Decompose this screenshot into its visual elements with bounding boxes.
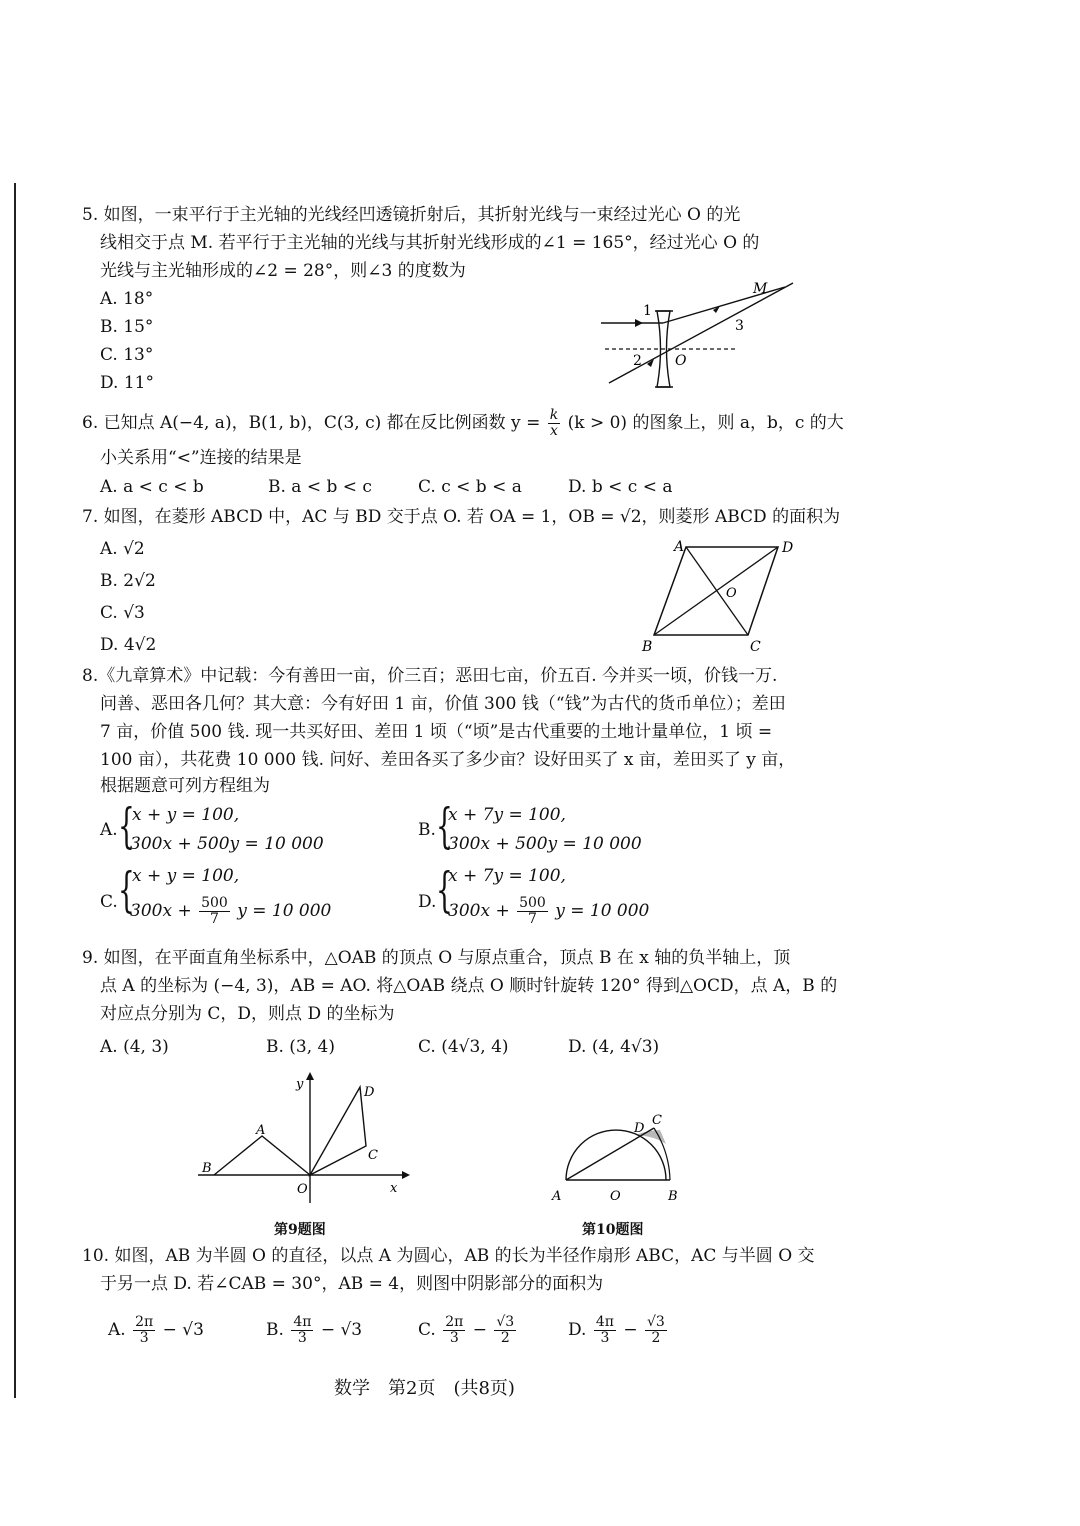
q5-angle-1-label: 1 <box>643 303 652 319</box>
q5-point-m-label: M <box>753 281 768 297</box>
q10-point-b-label: B <box>668 1189 678 1204</box>
q5-option-a: A. 18° <box>100 289 154 309</box>
q7-vertex-b-label: B <box>642 639 653 655</box>
q10-option-d-fraction-1 <box>594 1315 616 1346</box>
q9-point-d-label: D <box>364 1085 375 1100</box>
q8-option-d-eq2-part1: 300x + <box>448 901 510 921</box>
q10-option-c-den2: 2 <box>500 1330 510 1346</box>
q8-option-c-fraction <box>199 896 230 927</box>
page-footer: 数学 第2页 (共8页) <box>334 1378 515 1399</box>
q7-option-d: D. 4√2 <box>100 635 157 655</box>
q6-fraction-k-over-x <box>548 408 560 439</box>
q10-point-a-label: A <box>552 1189 562 1204</box>
q6-text-line-1 <box>82 408 844 439</box>
q7-vertex-a-label: A <box>674 539 685 555</box>
q10-option-b-fraction <box>291 1315 313 1346</box>
q8-option-c-label: C. <box>100 892 118 912</box>
q10-option-b-label: B. <box>266 1320 284 1340</box>
q8-text-line-3: 7 亩，价值 500 钱. 现一共买好田、差田 1 顷（“顷”是古代重要的土地计量单位，1 顷 = <box>100 722 773 742</box>
q5-text-line-2: 线相交于点 M. 若平行于主光轴的光线与其折射光线形成的∠1 = 165°，经过光心 O 的 <box>100 233 760 253</box>
q5-center-o-label: O <box>675 353 687 369</box>
q9-option-a: A. (4, 3) <box>100 1037 169 1057</box>
q8-option-c-eq2-part2: y = 10 000 <box>237 901 332 921</box>
q10-option-a-rest: − √3 <box>162 1320 204 1340</box>
q10-option-c-num: 2π <box>445 1314 464 1330</box>
q6-text-part-1: 6. 已知点 A(−4, a)，B(1, b)，C(3, c) 都在反比例函数 y = <box>82 413 541 433</box>
q9-option-b: B. (3, 4) <box>266 1037 336 1057</box>
q9-text-line-3: 对应点分别为 C，D，则点 D 的坐标为 <box>100 1004 395 1024</box>
q8-option-c-frac-den: 7 <box>210 911 219 927</box>
q7-option-a: A. √2 <box>100 539 145 559</box>
q10-option-c-label: C. <box>418 1320 436 1340</box>
q10-option-b-num: 4π <box>293 1314 312 1330</box>
q9-x-axis-label: x <box>390 1181 398 1196</box>
q10-option-d-den: 3 <box>600 1330 610 1346</box>
q9-point-a-label: A <box>256 1123 266 1138</box>
q9-option-d: D. (4, 4√3) <box>568 1037 660 1057</box>
q10-option-a-fraction <box>133 1315 155 1346</box>
q10-option-c <box>418 1315 518 1346</box>
q7-option-b: B. 2√2 <box>100 571 156 591</box>
q10-option-a <box>108 1315 204 1346</box>
q10-option-d-fraction-2 <box>645 1315 667 1346</box>
q10-point-c-label: C <box>652 1113 662 1128</box>
q10-option-d-label: D. <box>568 1320 587 1340</box>
q8-option-d-eq1: x + 7y = 100, <box>448 866 566 886</box>
q8-text-line-1: 8.《九章算术》中记载：今有善田一亩，价三百；恶田七亩，价五百. 今并买一顷，价钱一万. <box>82 666 778 686</box>
q8-option-c-frac-num: 500 <box>201 895 228 911</box>
q10-option-a-den: 3 <box>139 1330 149 1346</box>
q10-option-c-fraction-1 <box>443 1315 465 1346</box>
q7-option-c: C. √3 <box>100 603 145 623</box>
q9-coordinate-figure <box>190 1068 415 1208</box>
q8-option-d-eq2-part2: y = 10 000 <box>555 901 650 921</box>
q9-point-b-label: B <box>202 1161 212 1176</box>
q5-text-line-1: 5. 如图，一束平行于主光轴的光线经凹透镜折射后，其折射光线与一束经过光心 O 的光 <box>82 205 741 225</box>
q8-option-a-brace: { <box>118 798 135 854</box>
q8-option-a-label: A. <box>100 820 118 840</box>
q10-figure-caption: 第10题图 <box>582 1222 644 1238</box>
q10-semicircle-figure <box>548 1108 688 1208</box>
q6-frac-den: x <box>550 423 558 439</box>
q8-option-c-eq2 <box>130 896 331 927</box>
q8-option-b-eq1: x + 7y = 100, <box>448 805 566 825</box>
q8-option-b-eq2: 300x + 500y = 10 000 <box>448 834 642 854</box>
q10-option-b-rest: − √3 <box>320 1320 363 1340</box>
q8-text-line-4: 100 亩），共花费 10 000 钱. 问好、差田各买了多少亩？设好田买了 x 亩，差田买了 y 亩， <box>100 750 796 770</box>
q8-option-c-brace: { <box>118 862 135 918</box>
q8-option-d-brace: { <box>436 862 453 918</box>
q9-figure-caption: 第9题图 <box>274 1222 326 1238</box>
q10-option-d-num: 4π <box>595 1314 614 1330</box>
q5-angle-3-label: 3 <box>735 318 744 334</box>
q8-option-b-brace: { <box>436 798 453 854</box>
q10-text-line-2: 于另一点 D. 若∠CAB = 30°，AB = 4，则图中阴影部分的面积为 <box>100 1274 604 1294</box>
q9-option-c: C. (4√3, 4) <box>418 1037 509 1057</box>
binding-margin-line <box>14 183 16 1398</box>
q5-angle-2-label: 2 <box>633 353 642 369</box>
q6-frac-num: k <box>549 407 559 423</box>
q10-option-c-num2: √3 <box>496 1314 515 1330</box>
q10-center-o-label: O <box>610 1189 621 1204</box>
q10-option-c-den: 3 <box>449 1330 459 1346</box>
q10-option-c-minus: − <box>472 1320 487 1340</box>
q7-vertex-d-label: D <box>782 540 794 556</box>
q10-option-d <box>568 1315 669 1346</box>
q10-option-b <box>266 1315 362 1346</box>
q6-option-a: A. a < c < b <box>100 477 204 497</box>
q5-option-b: B. 15° <box>100 317 154 337</box>
q6-option-c: C. c < b < a <box>418 477 522 497</box>
q7-rhombus-figure <box>636 535 806 657</box>
q5-lens-figure <box>595 275 805 393</box>
q8-option-c-eq1: x + y = 100, <box>132 866 240 886</box>
q10-option-d-minus: − <box>623 1320 638 1340</box>
q5-text-line-3: 光线与主光轴形成的∠2 = 28°，则∠3 的度数为 <box>100 261 466 281</box>
q10-option-d-num2: √3 <box>647 1314 665 1330</box>
q6-option-d: D. b < c < a <box>568 477 673 497</box>
q10-option-a-num: 2π <box>135 1314 154 1330</box>
q7-center-o-label: O <box>726 586 737 601</box>
q10-option-c-fraction-2 <box>494 1315 516 1346</box>
q9-text-line-1: 9. 如图，在平面直角坐标系中，△OAB 的顶点 O 与原点重合，顶点 B 在 x 轴的负半轴上，顶 <box>82 948 791 968</box>
q5-option-d: D. 11° <box>100 373 154 393</box>
q7-text-line-1: 7. 如图，在菱形 ABCD 中，AC 与 BD 交于点 O. 若 OA = 1，OB = √2，则菱形 ABCD 的面积为 <box>82 507 841 527</box>
q8-option-d-fraction <box>517 896 548 927</box>
q8-option-b-label: B. <box>418 820 436 840</box>
q9-text-line-2: 点 A 的坐标为 (−4, 3)，AB = AO. 将△OAB 绕点 O 顺时针旋转 120° 得到△OCD，点 A，B 的 <box>100 976 838 996</box>
q8-option-d-frac-num: 500 <box>519 895 546 911</box>
q8-option-a-eq1: x + y = 100, <box>132 805 240 825</box>
q10-option-a-label: A. <box>108 1320 126 1340</box>
q8-option-d-eq2 <box>448 896 649 927</box>
q10-text-line-1: 10. 如图，AB 为半圆 O 的直径，以点 A 为圆心，AB 的长为半径作扇形 ABC，AC 与半圆 O 交 <box>82 1246 815 1266</box>
q6-text-part-2: (k > 0) 的图象上，则 a，b，c 的大 <box>567 413 844 433</box>
q10-option-b-den: 3 <box>297 1330 307 1346</box>
q6-option-b: B. a < b < c <box>268 477 372 497</box>
q10-point-d-label: D <box>634 1121 645 1136</box>
q7-vertex-c-label: C <box>750 639 761 655</box>
q8-text-line-5: 根据题意可列方程组为 <box>100 776 270 796</box>
q9-origin-o-label: O <box>297 1182 308 1197</box>
q9-y-axis-label: y <box>296 1077 304 1092</box>
q5-option-c: C. 13° <box>100 345 154 365</box>
q9-point-c-label: C <box>368 1148 378 1163</box>
q8-option-d-label: D. <box>418 892 437 912</box>
q10-option-d-den2: 2 <box>651 1330 661 1346</box>
q8-option-a-eq2: 300x + 500y = 10 000 <box>130 834 324 854</box>
q6-text-line-2: 小关系用“<”连接的结果是 <box>100 448 302 468</box>
q8-option-d-frac-den: 7 <box>528 911 537 927</box>
q8-text-line-2: 问善、恶田各几何？其大意：今有好田 1 亩，价值 300 钱（“钱”为古代的货币单位）；差田 <box>100 694 786 714</box>
q8-option-c-eq2-part1: 300x + <box>130 901 192 921</box>
